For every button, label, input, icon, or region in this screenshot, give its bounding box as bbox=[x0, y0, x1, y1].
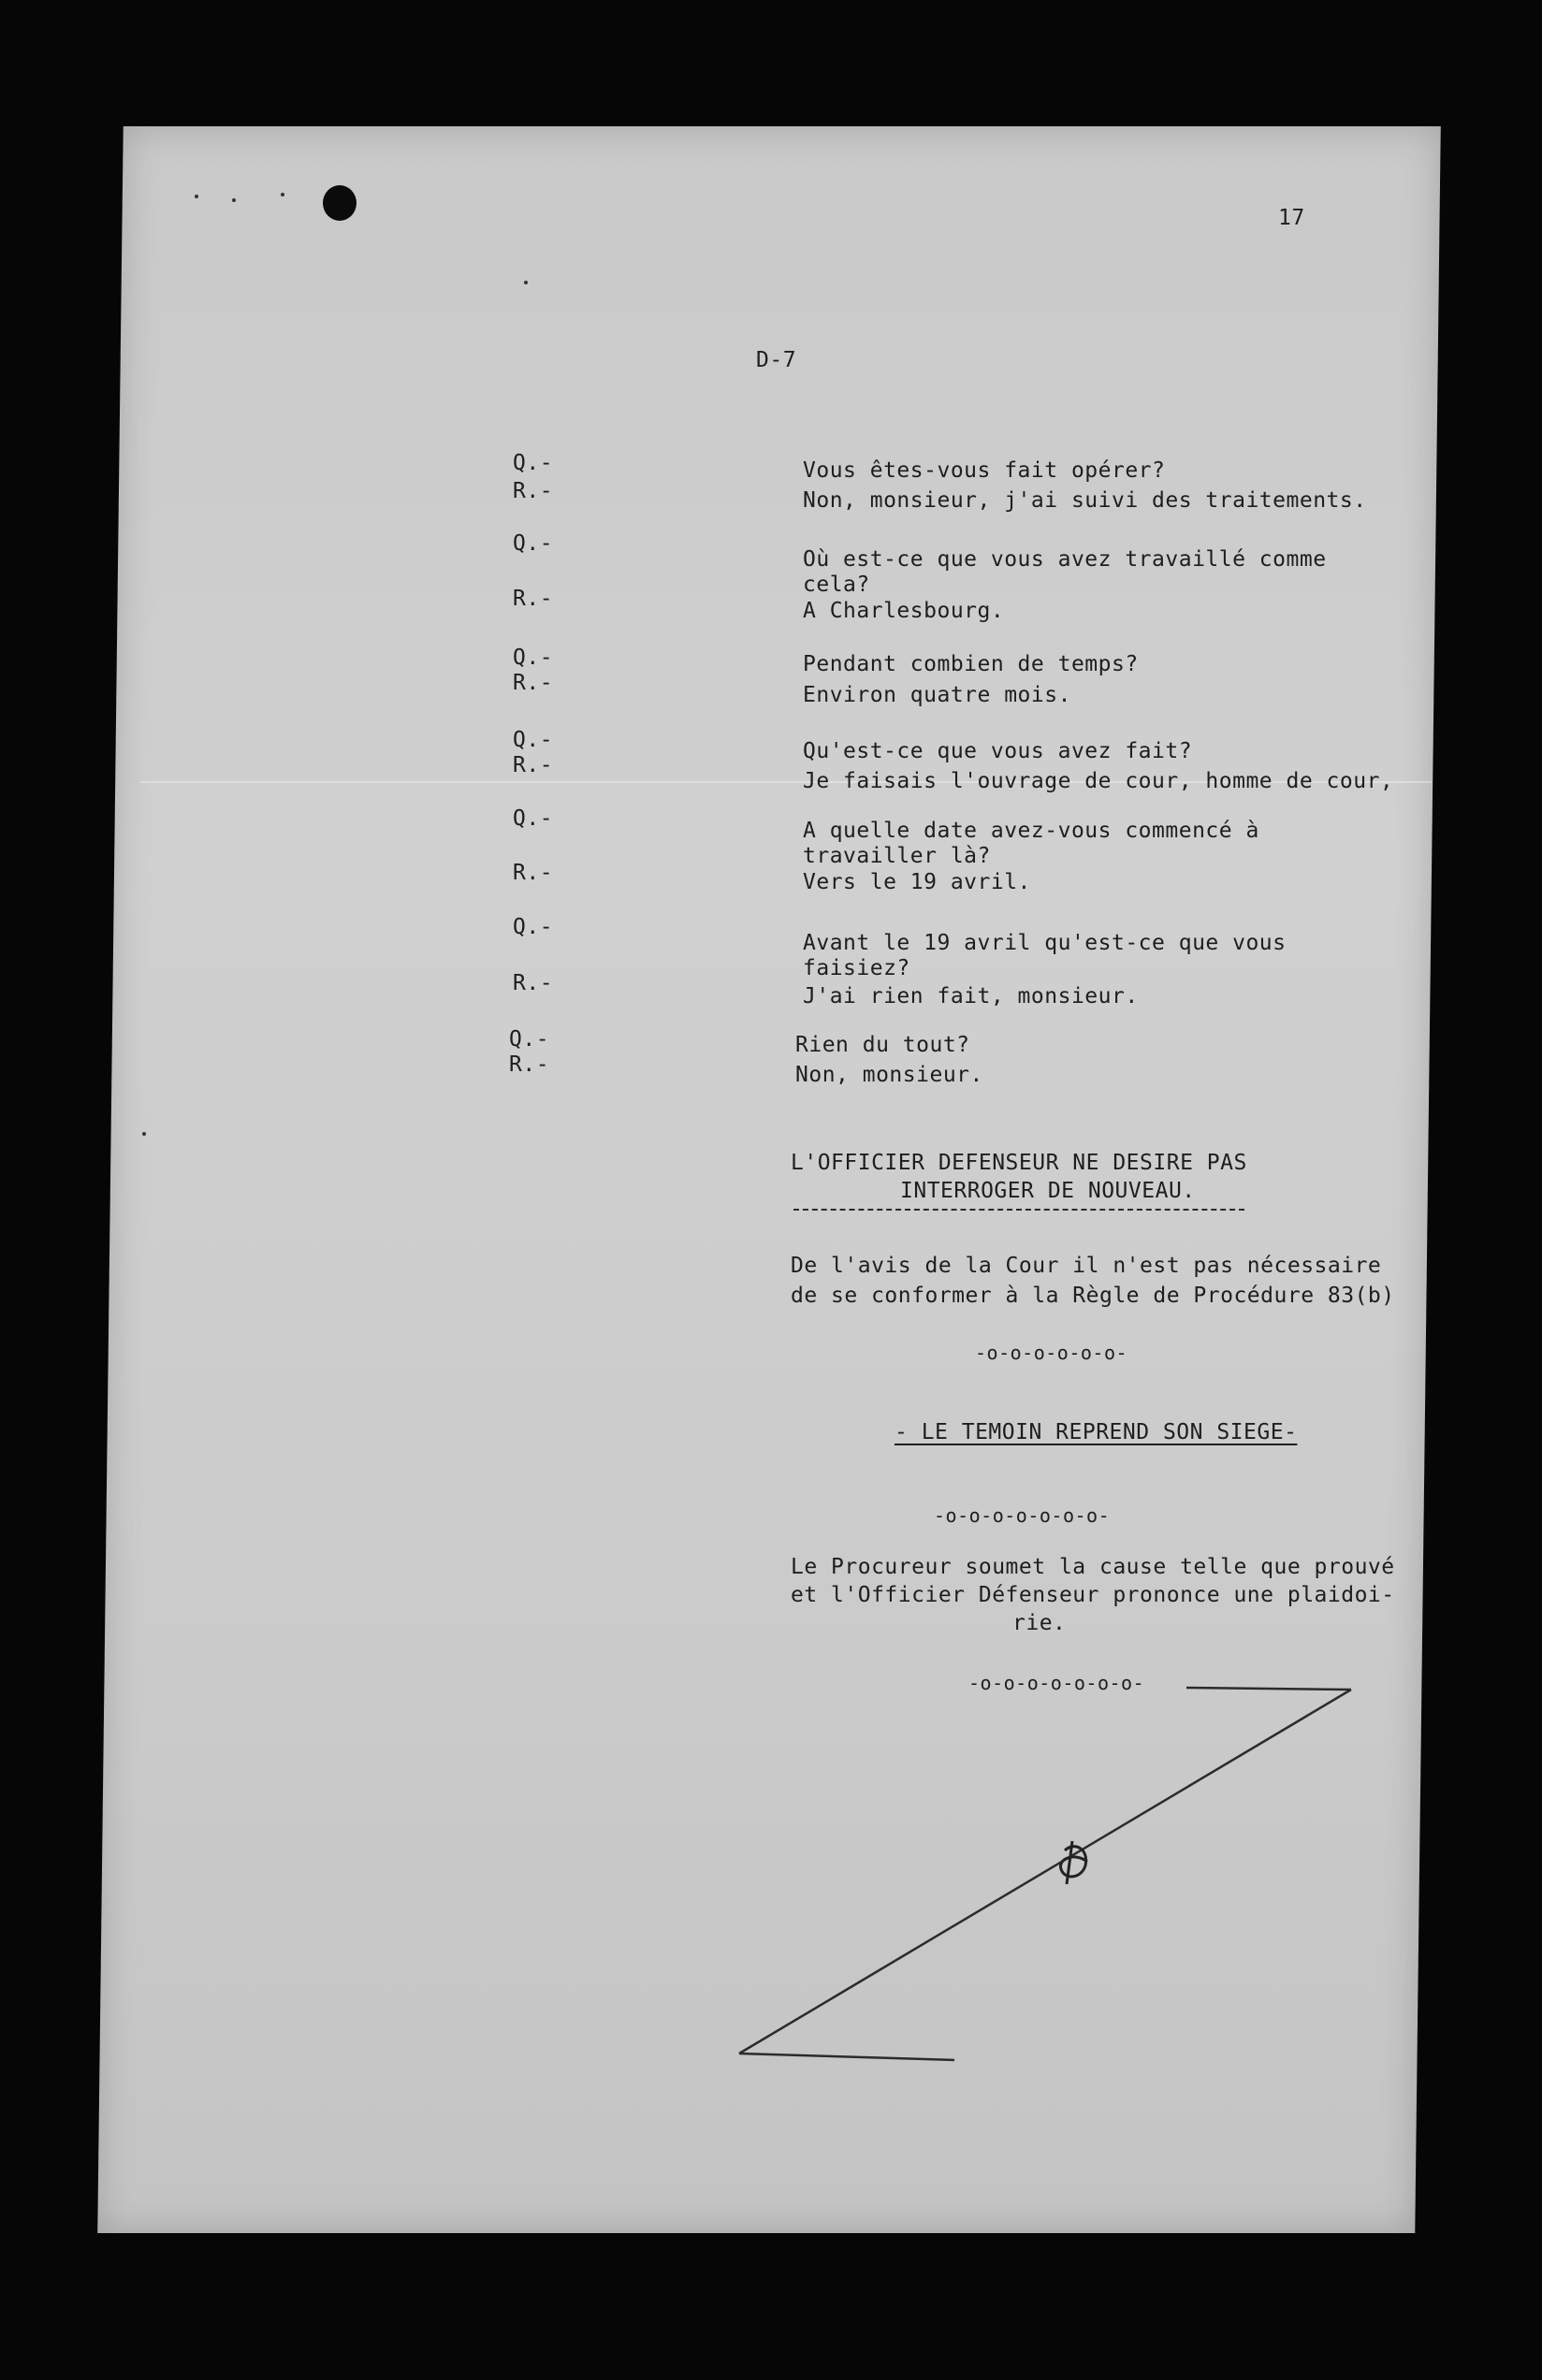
question-text: Vous êtes-vous fait opérer? bbox=[803, 458, 1166, 483]
prosecutor-note-line3: rie. bbox=[1012, 1611, 1067, 1635]
r-marker: R.- bbox=[513, 587, 554, 611]
question-text: A quelle date avez-vous commencé à travailler là? bbox=[803, 819, 1259, 868]
separator-1: -o-o-o-o-o-o- bbox=[975, 1342, 1128, 1364]
q-marker: Q.- bbox=[513, 915, 554, 939]
q-marker: Q.- bbox=[513, 531, 554, 556]
answer-text: Vers le 19 avril. bbox=[803, 870, 1031, 894]
answer-text: J'ai rien fait, monsieur. bbox=[803, 984, 1139, 1009]
r-marker: R.- bbox=[513, 861, 554, 885]
answer-text: Environ quatre mois. bbox=[803, 683, 1071, 707]
q-marker: Q.- bbox=[513, 451, 554, 475]
r-marker: R.- bbox=[509, 1052, 550, 1077]
separator-2: -o-o-o-o-o-o-o- bbox=[934, 1504, 1111, 1527]
court-opinion-line2: de se conformer à la Règle de Procédure 83(b) bbox=[791, 1284, 1395, 1308]
q-marker: Q.- bbox=[513, 806, 554, 831]
q-marker: Q.- bbox=[513, 646, 554, 670]
page-number: 17 bbox=[1278, 206, 1305, 230]
defense-heading-line1: L'OFFICIER DEFENSEUR NE DESIRE PAS bbox=[791, 1151, 1247, 1175]
defense-heading-line2: INTERROGER DE NOUVEAU. bbox=[900, 1179, 1196, 1203]
r-marker: R.- bbox=[513, 671, 554, 695]
q-marker: Q.- bbox=[509, 1027, 550, 1052]
court-opinion-line1: De l'avis de la Cour il n'est pas nécessaire bbox=[791, 1254, 1382, 1278]
answer-text: Non, monsieur, j'ai suivi des traitements. bbox=[803, 488, 1367, 513]
witness-note: - LE TEMOIN REPREND SON SIEGE- bbox=[895, 1420, 1298, 1444]
answer-text: Non, monsieur. bbox=[795, 1063, 983, 1087]
q-marker: Q.- bbox=[513, 728, 554, 752]
r-marker: R.- bbox=[513, 479, 554, 503]
prosecutor-note-line1: Le Procureur soumet la cause telle que prouvé bbox=[791, 1555, 1395, 1579]
prosecutor-note-line2: et l'Officier Défenseur prononce une plaidoi- bbox=[791, 1583, 1395, 1607]
question-text: Où est-ce que vous avez travaillé comme cela? bbox=[803, 547, 1327, 597]
question-text: Qu'est-ce que vous avez fait? bbox=[803, 739, 1193, 763]
answer-text: A Charlesbourg. bbox=[803, 599, 1005, 623]
question-text: Avant le 19 avril qu'est-ce que vous faisiez? bbox=[803, 931, 1287, 980]
section-code: D-7 bbox=[756, 348, 797, 372]
question-text: Pendant combien de temps? bbox=[803, 652, 1139, 676]
r-marker: R.- bbox=[513, 971, 554, 995]
r-marker: R.- bbox=[513, 753, 554, 777]
separator-3: -o-o-o-o-o-o-o- bbox=[968, 1672, 1145, 1694]
question-text: Rien du tout? bbox=[795, 1033, 970, 1057]
answer-text: Je faisais l'ouvrage de cour, homme de cour, bbox=[803, 769, 1394, 793]
